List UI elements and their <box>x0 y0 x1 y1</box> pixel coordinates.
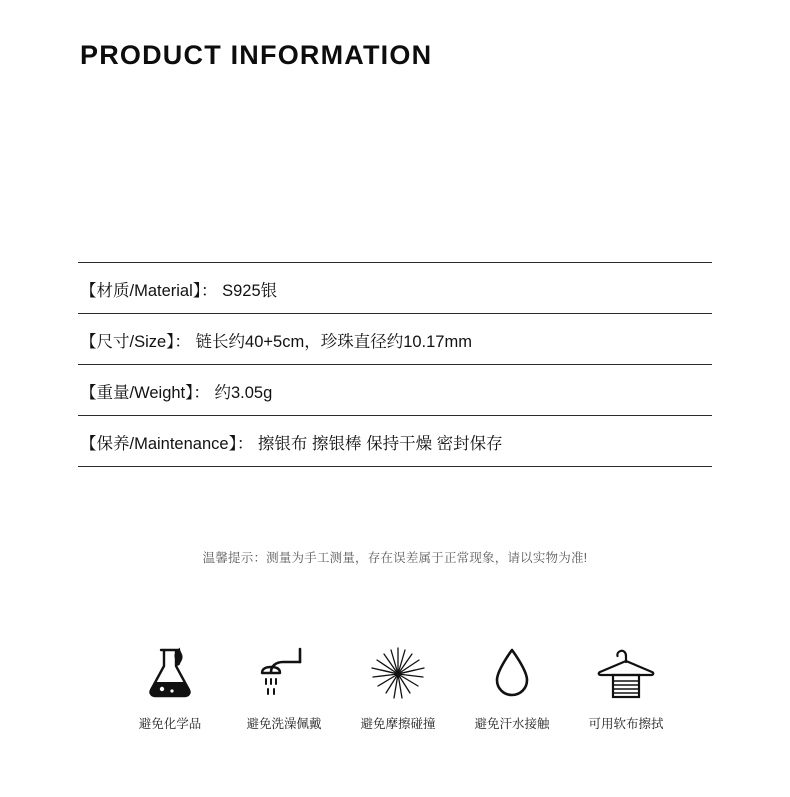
care-item <box>460 640 564 732</box>
measurement-note: 温馨提示：测量为手工测量，存在误差属于正常现象，请以实物为准! <box>202 551 588 565</box>
hanger-cloth-icon <box>594 640 658 702</box>
care-label: 避免洗澡佩戴 <box>246 717 322 731</box>
page-title: PRODUCT INFORMATION <box>80 40 433 70</box>
care-item <box>346 640 450 732</box>
care-label: 避免汗水接触 <box>474 717 550 731</box>
shower-icon <box>258 640 310 702</box>
specification-table <box>78 262 712 467</box>
spec-label: 【保养/Maintenance】： <box>80 435 254 453</box>
table-row <box>78 314 712 365</box>
spec-label: 【尺寸/Size】： <box>80 333 191 351</box>
spec-value: 约3.05g <box>214 384 273 402</box>
table-row <box>78 416 712 467</box>
care-label: 避免摩擦碰撞 <box>360 717 436 731</box>
care-label: 避免化学品 <box>138 717 202 731</box>
spec-label: 【材质/Material】： <box>80 282 218 300</box>
care-instructions <box>118 640 678 732</box>
care-item <box>232 640 336 732</box>
table-row <box>78 262 712 314</box>
care-item <box>574 640 678 732</box>
spec-value: S925银 <box>222 282 278 300</box>
spec-value: 链长约40+5cm，珍珠直径约10.17mm <box>195 333 472 351</box>
chemical-flask-icon <box>144 640 196 702</box>
care-label: 可用软布擦拭 <box>588 717 664 731</box>
impact-burst-icon <box>369 640 427 702</box>
spec-value: 擦银布 擦银棒 保持干燥 密封保存 <box>257 435 503 453</box>
spec-label: 【重量/Weight】： <box>80 384 210 402</box>
water-drop-icon <box>490 640 534 702</box>
table-row <box>78 365 712 416</box>
care-item <box>118 640 222 732</box>
